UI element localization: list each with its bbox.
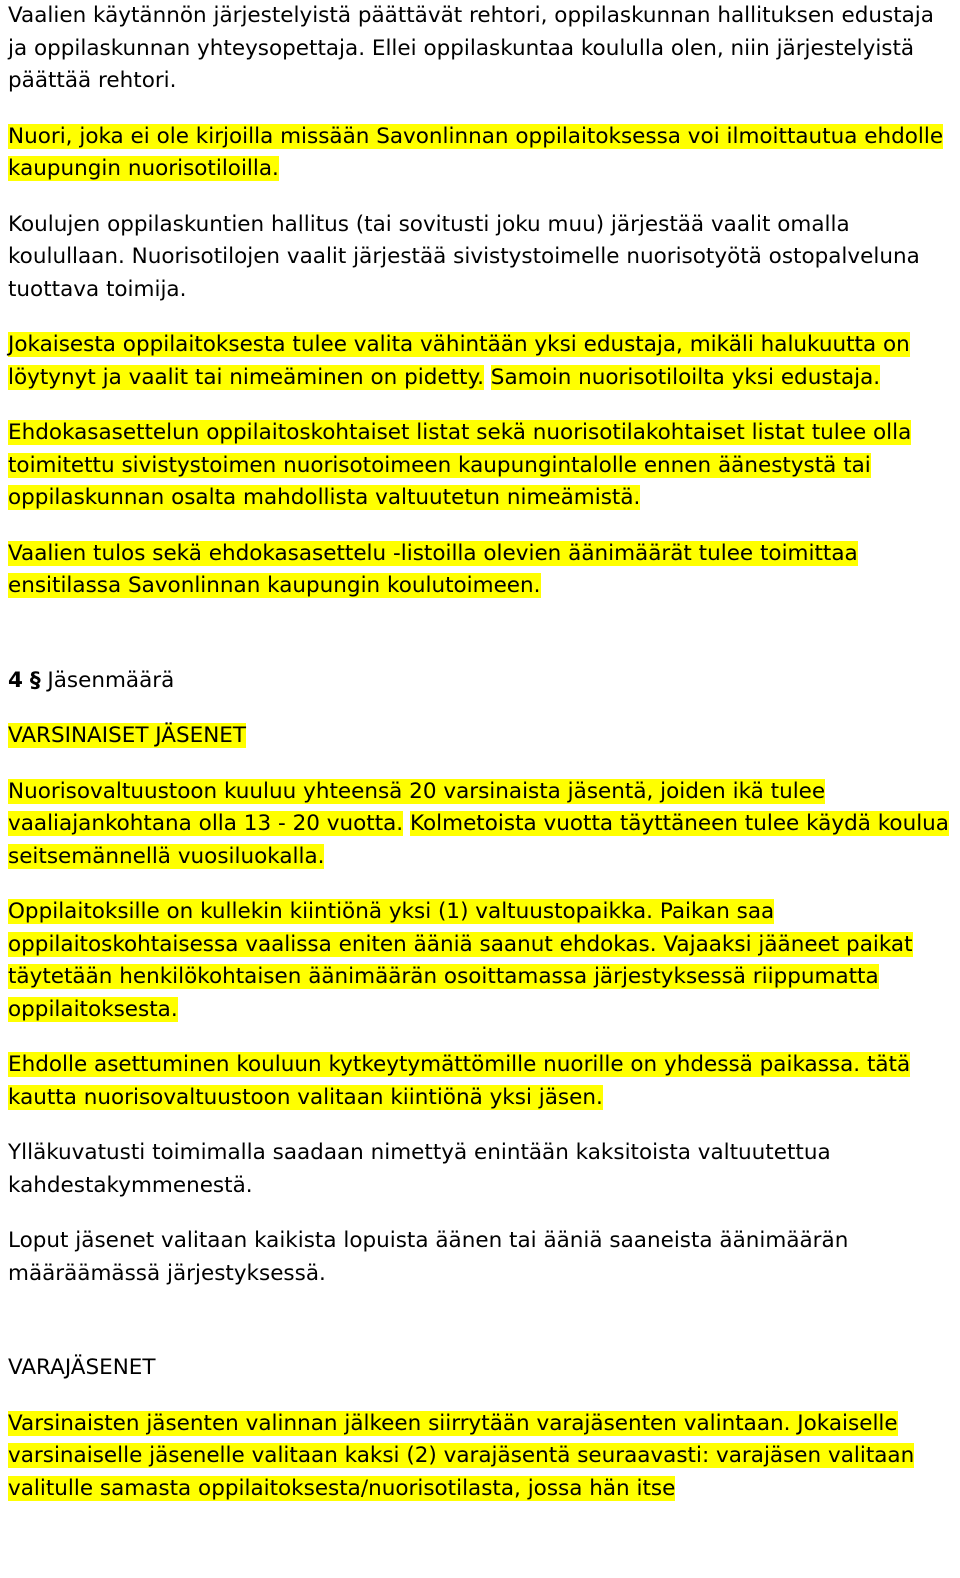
paragraph-text: Nuorisotilojen vaalit järjestää sivistystoimelle nuorisotyötä ostopalveluna tuottava toimija. [8,244,920,302]
paragraph [8,896,958,1026]
paragraph [8,776,958,874]
section-title: Jäsenmäärä [47,667,175,693]
varsinaiset-paragraphs [8,776,958,1291]
varajasenet-heading: VARAJÄSENET [8,1355,156,1380]
paragraph [8,329,958,394]
paragraph [8,538,958,603]
spacer [8,1290,958,1352]
highlighted-text: Varsinaisten jäsenten valinnan jälkeen siirrytään varajäsenten valintaan. Jokaiselle varsinaiselle jäsenelle valitaan kaksi (2) varajäsentä seuraavasti: varajäsen valitaan valitulle samasta oppilaitoksesta/nuorisotilasta, jossa hän itse [8,1410,915,1501]
paragraph-text: Loput jäsenet valitaan kaikista lopuista äänen tai ääniä saaneista äänimäärän määräämässä järjestyksessä. [8,1228,849,1286]
paragraph-text: Koulujen oppilaskuntien hallitus (tai sovitusti joku muu) järjestää vaalit omalla koulullaan. [8,211,850,269]
highlighted-text: Kolmetoista vuotta täyttäneen tulee käydä koulua seitsemännellä vuosiluokalla. [8,811,949,869]
highlighted-text: Samoin nuorisotiloilta yksi edustaja. [490,364,881,390]
section-number: 4 [8,667,23,693]
paragraph [8,1408,958,1506]
highlighted-text: Jokaisesta oppilaitoksesta tulee valita vähintään yksi edustaja, mikäli halukuutta on löytynyt ja vaalit tai nimeäminen on pidetty. [8,332,910,390]
highlighted-text: Ehdokasasettelun oppilaitoskohtaiset listat sekä nuorisotilakohtaiset listat tulee olla toimitettu sivistystoimen nuorisotoimeen kaupungintalolle ennen äänestystä tai oppilaskunnan osalta mahdollista valtuutetun nimeämistä. [8,420,912,510]
varsinaiset-heading [8,720,958,753]
section-sign-icon: § [29,667,41,693]
spacer [8,603,958,665]
paragraph-text [403,811,410,836]
paragraph [8,1137,958,1202]
paragraph-text [484,365,491,390]
document-page [8,0,958,1505]
highlighted-text: Ehdolle asettuminen kouluun kytkeytymättömille nuorille on yhdessä paikassa. tätä kautta nuorisovaltuustoon valitaan kiintiönä yksi jäsen. [8,1052,911,1110]
paragraph [8,1049,958,1114]
highlighted-text: Oppilaitoksille on kullekin kiintiönä yksi (1) valtuustopaikka. Paikan saa oppilaitoskohtaisessa vaalissa eniten ääniä saanut ehdokas. Vajaaksi jääneet paikat täytetään henkilökohtaisen äänimäärän osoittamassa järjestyksessä riippumatta oppilaitoksesta. [8,899,913,1022]
paragraph-text: Vaalien käytännön järjestelyistä päättävät rehtori, oppilaskunnan hallituksen edustaja ja oppilaskunnan yhteysopettaja. Ellei oppilaskuntaa koululla olen, niin järjestelyistä päättää rehtori. [8,3,934,93]
highlighted-text: Nuorisovaltuustoon kuuluu yhteensä 20 varsinaista jäsentä, joiden ikä tulee vaaliajankohtana olla 13 - 20 vuotta. [8,778,826,836]
paragraph [8,209,958,307]
paragraph-text: Ylläkuvatusti toimimalla saadaan nimettyä enintään kaksitoista valtuutettua kahdestakymmenestä. [8,1140,831,1198]
highlighted-text: Vaalien tulos sekä ehdokasasettelu -listoilla olevien äänimäärät tulee toimittaa ensitilassa Savonlinnan kaupungin koulutoimeen. [8,540,858,598]
paragraph [8,121,958,186]
top-paragraphs [8,0,958,603]
section-heading [8,665,958,698]
paragraph [8,1225,958,1290]
highlighted-text: Nuori, joka ei ole kirjoilla missään Savonlinnan oppilaitoksessa voi ilmoittautua ehdolle kaupungin nuorisotiloilla. [8,123,944,181]
paragraph [8,417,958,515]
paragraph [8,0,958,98]
varsinaiset-heading-text: VARSINAISET JÄSENET [8,723,247,748]
varajasenet-paragraphs [8,1408,958,1506]
